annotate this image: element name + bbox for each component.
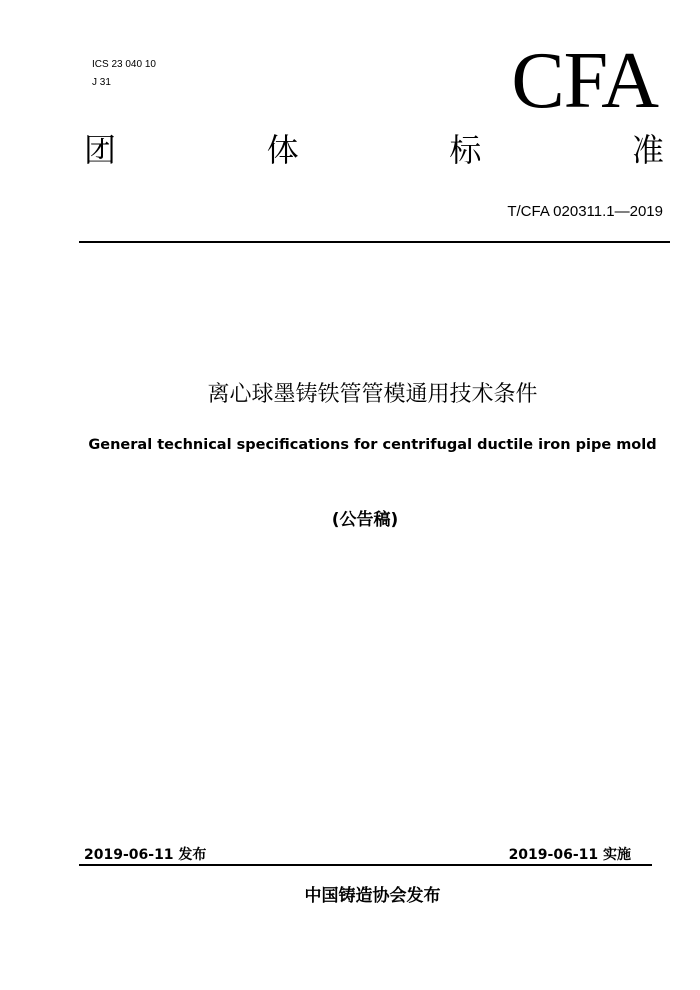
implementation-date: 2019-06-11 实施 — [508, 847, 631, 863]
ccs-code: J 31 — [92, 77, 111, 88]
draft-note: (公告稿) — [331, 510, 399, 530]
standard-type-char: 团 — [84, 131, 117, 169]
title-english: General technical specifications for centrifugal ductile iron pipe mold — [88, 437, 657, 453]
standard-type-char: 标 — [449, 131, 482, 169]
title-chinese: 离心球墨铸铁管管模通用技术条件 — [207, 382, 538, 407]
standard-type-heading — [84, 130, 664, 170]
cfa-logo: CFA — [511, 37, 658, 125]
footer-divider — [79, 864, 652, 866]
standard-number: T/CFA 020311.1—2019 — [507, 203, 663, 220]
standard-type-char: 体 — [266, 131, 299, 169]
standard-type-char: 准 — [631, 131, 664, 169]
ics-code: ICS 23 040 10 — [92, 59, 156, 70]
issue-date: 2019-06-11 发布 — [84, 847, 207, 863]
header-divider — [79, 241, 670, 243]
classification-codes — [92, 56, 156, 92]
publisher: 中国铸造协会发布 — [304, 886, 441, 906]
